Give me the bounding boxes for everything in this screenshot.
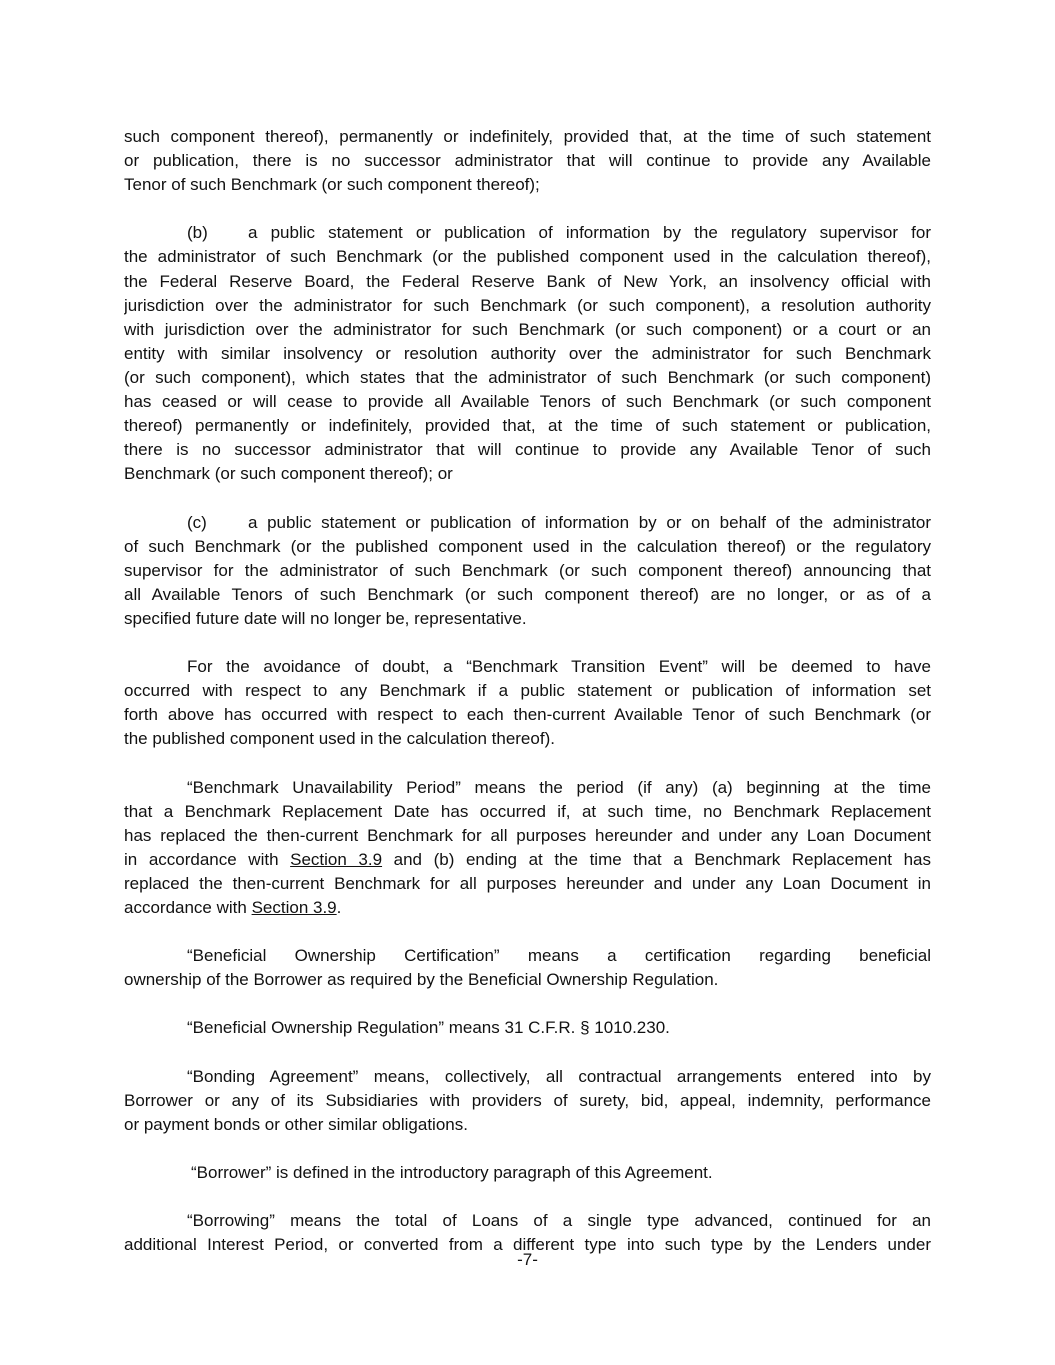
text-line xyxy=(124,390,931,414)
paragraph xyxy=(124,776,931,921)
line-text: additional Interest Period, or converted from a different type into such type by the Lenders under xyxy=(124,1235,931,1255)
line-text: with jurisdiction over the administrator for such Benchmark (or such component) or a court or an xyxy=(124,319,931,339)
line-text: entity with similar insolvency or resolution authority over the administrator for such Benchmark xyxy=(124,343,931,363)
paragraph xyxy=(124,221,931,486)
line-text: replaced the then-current Benchmark for all purposes hereunder and under any Loan Document in xyxy=(124,873,931,893)
text-line xyxy=(124,1161,931,1185)
clause-label: (c) xyxy=(187,512,207,532)
line-text: Benchmark (or such component thereof); or xyxy=(124,464,453,484)
line-text: the administrator of such Benchmark (or the published component used in the calculation thereof), xyxy=(124,247,931,267)
paragraph xyxy=(124,655,931,751)
text-line xyxy=(124,583,931,607)
line-text: Borrower or any of its Subsidiaries with providers of surety, bid, appeal, indemnity, performance xyxy=(124,1090,931,1110)
text-line xyxy=(124,245,931,269)
text-line xyxy=(124,872,931,896)
line-text: accordance with xyxy=(124,898,252,917)
paragraph xyxy=(124,511,931,631)
line-text: forth above has occurred with respect to each then-current Available Tenor of such Benchmark (or xyxy=(124,705,931,725)
text-line xyxy=(124,173,931,197)
text-line xyxy=(124,511,931,535)
text-line xyxy=(124,824,931,848)
text-line xyxy=(124,679,931,703)
text-line xyxy=(124,1089,931,1113)
clause-label: (b) xyxy=(187,223,208,243)
text-line xyxy=(124,559,931,583)
text-line xyxy=(124,414,931,438)
line-text: or publication, there is no successor administrator that will continue to provide any Available xyxy=(124,151,931,171)
line-text: “Benchmark Unavailability Period” means the period (if any) (a) beginning at the time xyxy=(187,777,931,797)
line-text: in accordance with xyxy=(124,849,291,869)
line-text: “Beneficial Ownership Certification” means a certification regarding beneficial xyxy=(187,946,931,966)
text-line xyxy=(124,944,931,968)
line-text: supervisor for the administrator of such Benchmark (or such component thereof) announcing that xyxy=(124,560,931,580)
text-line xyxy=(124,896,931,920)
section-reference-link[interactable]: Section 3.9 xyxy=(290,849,383,869)
line-text: there is no successor administrator that will continue to provide any Available Tenor of such xyxy=(124,440,931,460)
paragraph xyxy=(124,1065,931,1137)
line-text: . xyxy=(336,898,342,917)
page-number: -7- xyxy=(517,1250,538,1269)
paragraph xyxy=(124,1161,931,1185)
text-line xyxy=(124,462,931,486)
paragraph xyxy=(124,125,931,197)
line-text: has replaced the then-current Benchmark for all purposes hereunder and under any Loan Document xyxy=(124,825,931,845)
text-line xyxy=(124,1209,931,1233)
line-text: all Available Tenors of such Benchmark (or such component thereof) are no longer, or as of a xyxy=(124,584,931,604)
text-line xyxy=(124,1065,931,1089)
text-line xyxy=(124,968,931,992)
text-line xyxy=(124,703,931,727)
line-text: a public statement or publication of information by or on behalf of the administrator xyxy=(248,512,931,532)
line-text: “Borrowing” means the total of Loans of a single type advanced, continued for an xyxy=(187,1211,931,1231)
line-text: “Borrower” is defined in the introductory paragraph of this Agreement. xyxy=(191,1163,713,1183)
line-text: a public statement or publication of information by the regulatory supervisor for xyxy=(248,223,931,243)
line-text: ownership of the Borrower as required by the Beneficial Ownership Regulation. xyxy=(124,970,719,990)
line-text: (or such component), which states that the administrator of such Benchmark (or such component) xyxy=(124,367,931,387)
text-line xyxy=(124,125,931,149)
text-line xyxy=(124,535,931,559)
document-body xyxy=(124,125,931,1282)
text-line xyxy=(124,655,931,679)
line-text: the published component used in the calculation thereof). xyxy=(124,729,555,749)
line-text: the Federal Reserve Board, the Federal Reserve Bank of New York, an insolvency official with xyxy=(124,271,931,291)
line-text: jurisdiction over the administrator for such Benchmark (or such component), a resolution authority xyxy=(124,295,931,315)
text-line xyxy=(124,270,931,294)
line-text: of such Benchmark (or the published component used in the calculation thereof) or the regulatory xyxy=(124,536,931,556)
line-text: occurred with respect to any Benchmark if a public statement or publication of information set xyxy=(124,681,931,701)
text-line xyxy=(124,221,931,245)
line-text: specified future date will no longer be, representative. xyxy=(124,608,527,628)
line-text: such component thereof), permanently or indefinitely, provided that, at the time of such statement xyxy=(124,127,931,146)
paragraph xyxy=(124,944,931,992)
text-line xyxy=(124,438,931,462)
line-text: “Bonding Agreement” means, collectively, all contractual arrangements entered into by xyxy=(187,1066,931,1086)
text-line xyxy=(124,776,931,800)
text-line xyxy=(124,848,931,872)
text-line xyxy=(124,607,931,631)
text-line xyxy=(124,294,931,318)
line-text: For the avoidance of doubt, a “Benchmark Transition Event” will be deemed to have xyxy=(187,657,931,677)
paragraph xyxy=(124,1016,931,1040)
line-text: that a Benchmark Replacement Date has occurred if, at such time, no Benchmark Replacement xyxy=(124,801,931,821)
line-text: Tenor of such Benchmark (or such component thereof); xyxy=(124,175,540,195)
text-line xyxy=(124,1113,931,1137)
line-text: thereof) permanently or indefinitely, provided that, at the time of such statement or publication, xyxy=(124,416,931,436)
text-line xyxy=(124,727,931,751)
text-line xyxy=(124,800,931,824)
line-text: or payment bonds or other similar obligations. xyxy=(124,1114,468,1134)
line-text: has ceased or will cease to provide all Available Tenors of such Benchmark (or such component xyxy=(124,392,931,412)
text-line xyxy=(124,1016,931,1040)
text-line xyxy=(124,366,931,390)
section-reference-link[interactable]: Section 3.9 xyxy=(251,898,337,917)
text-line xyxy=(124,342,931,366)
text-line xyxy=(124,149,931,173)
line-text: and (b) ending at the time that a Benchmark Replacement has xyxy=(382,849,931,869)
text-line xyxy=(124,318,931,342)
line-text: “Beneficial Ownership Regulation” means 31 C.F.R. § 1010.230. xyxy=(187,1018,670,1038)
